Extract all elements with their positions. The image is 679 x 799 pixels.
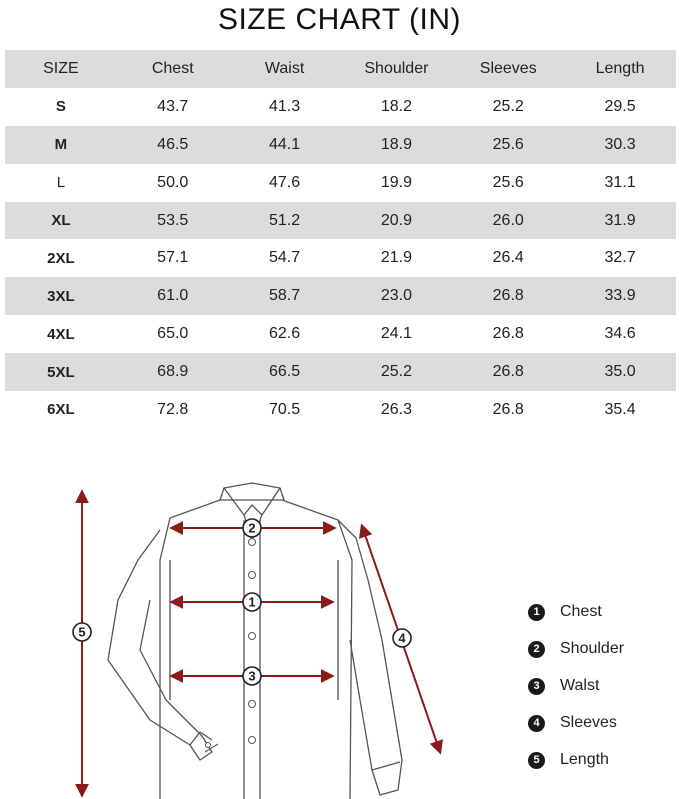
size-cell: 6XL xyxy=(47,401,75,419)
diagram-marker-5 xyxy=(73,623,91,641)
waist-cell: 47.6 xyxy=(269,173,301,191)
svg-text:2: 2 xyxy=(248,520,256,536)
length-cell: 31.1 xyxy=(604,173,636,191)
shoulder-cell: 24.1 xyxy=(380,325,412,343)
table-row xyxy=(5,164,676,202)
sleeves-cell: 26.4 xyxy=(492,249,524,267)
sleeves-cell: 26.8 xyxy=(492,287,524,305)
diagram-marker-3 xyxy=(243,667,261,685)
svg-text:3: 3 xyxy=(248,668,256,684)
number-1-icon: 1 xyxy=(528,604,545,621)
sleeves-cell: 26.8 xyxy=(492,363,524,381)
number-3-icon: 3 xyxy=(528,678,545,695)
table-row xyxy=(5,202,676,240)
length-cell: 35.0 xyxy=(604,363,636,381)
table-row xyxy=(5,353,676,391)
chest-cell: 72.8 xyxy=(157,400,189,418)
table-row xyxy=(5,277,676,315)
shoulder-cell: 18.9 xyxy=(380,135,412,153)
header-waist: Waist xyxy=(264,59,305,77)
chest-cell: 46.5 xyxy=(157,135,189,153)
header-sleeves: Sleeves xyxy=(479,59,537,77)
chest-cell: 61.0 xyxy=(157,287,189,305)
table-header-row xyxy=(5,50,676,88)
measurement-arrows xyxy=(82,492,440,795)
table-row xyxy=(5,88,676,126)
size-table xyxy=(5,50,676,429)
sleeves-cell: 25.6 xyxy=(492,173,524,191)
shirt-buttons xyxy=(206,539,256,748)
legend-label: Chest xyxy=(560,603,602,620)
size-cell: 5XL xyxy=(47,363,75,381)
shoulder-cell: 21.9 xyxy=(380,249,412,267)
svg-text:4: 4 xyxy=(398,630,406,646)
waist-cell: 58.7 xyxy=(269,287,301,305)
waist-cell: 62.6 xyxy=(269,325,301,343)
size-cell: S xyxy=(55,98,66,116)
waist-cell: 51.2 xyxy=(269,211,301,229)
length-cell: 32.7 xyxy=(604,249,636,267)
shoulder-cell: 19.9 xyxy=(380,173,412,191)
size-cell: 4XL xyxy=(47,325,75,343)
chest-cell: 53.5 xyxy=(157,211,189,229)
sleeves-cell: 25.2 xyxy=(492,97,524,115)
legend-label: Walst xyxy=(560,677,600,694)
size-cell: 2XL xyxy=(47,249,75,267)
waist-cell: 54.7 xyxy=(269,249,301,267)
diagram-marker-2 xyxy=(243,519,261,537)
measurement-legend xyxy=(528,598,678,783)
header-shoulder: Shoulder xyxy=(364,59,429,77)
sleeves-cell: 26.8 xyxy=(492,400,524,418)
number-5-icon: 5 xyxy=(528,752,545,769)
legend-item-chest xyxy=(528,598,678,635)
table-row xyxy=(5,391,676,429)
table-row xyxy=(5,239,676,277)
size-cell: M xyxy=(54,136,68,154)
number-2-icon: 2 xyxy=(528,641,545,658)
number-4-icon: 4 xyxy=(528,715,545,732)
shoulder-cell: 20.9 xyxy=(380,211,412,229)
chest-cell: 65.0 xyxy=(157,325,189,343)
header-chest: Chest xyxy=(151,59,194,77)
legend-label: Shoulder xyxy=(560,640,625,657)
header-length: Length xyxy=(595,59,645,77)
chart-title: SIZE CHART (IN) xyxy=(217,3,462,36)
legend-label: Length xyxy=(560,751,609,768)
length-cell: 33.9 xyxy=(604,287,636,305)
size-cell: L xyxy=(56,174,66,192)
size-cell: XL xyxy=(51,212,71,229)
length-cell: 29.5 xyxy=(604,97,636,115)
sleeves-cell: 25.6 xyxy=(492,135,524,153)
sleeves-cell: 26.8 xyxy=(492,325,524,343)
chest-cell: 43.7 xyxy=(157,97,189,115)
waist-cell: 41.3 xyxy=(269,97,301,115)
legend-item-sleeves xyxy=(528,709,678,746)
waist-cell: 70.5 xyxy=(269,400,301,418)
table-row xyxy=(5,126,676,164)
legend-item-length xyxy=(528,746,678,783)
svg-text:1: 1 xyxy=(248,594,256,610)
chest-cell: 57.1 xyxy=(157,249,189,267)
legend-item-shoulder xyxy=(528,635,678,672)
length-cell: 35.4 xyxy=(604,400,636,418)
shoulder-cell: 23.0 xyxy=(380,287,412,305)
length-cell: 31.9 xyxy=(604,211,636,229)
shoulder-cell: 18.2 xyxy=(380,97,412,115)
sleeves-cell: 26.0 xyxy=(492,211,524,229)
diagram-marker-1 xyxy=(243,593,261,611)
legend-label: Sleeves xyxy=(560,714,617,731)
chest-cell: 50.0 xyxy=(157,173,189,191)
svg-text:5: 5 xyxy=(78,624,86,640)
table-row xyxy=(5,315,676,353)
waist-cell: 66.5 xyxy=(269,363,301,381)
header-size: SIZE xyxy=(43,59,79,77)
size-cell: 3XL xyxy=(47,287,75,305)
length-cell: 34.6 xyxy=(604,325,636,343)
legend-item-waist xyxy=(528,672,678,709)
diagram-marker-4 xyxy=(393,629,411,647)
waist-cell: 44.1 xyxy=(269,135,301,153)
chest-cell: 68.9 xyxy=(157,363,189,381)
length-cell: 30.3 xyxy=(604,135,636,153)
shoulder-cell: 25.2 xyxy=(380,363,412,381)
shoulder-cell: 26.3 xyxy=(380,400,412,418)
